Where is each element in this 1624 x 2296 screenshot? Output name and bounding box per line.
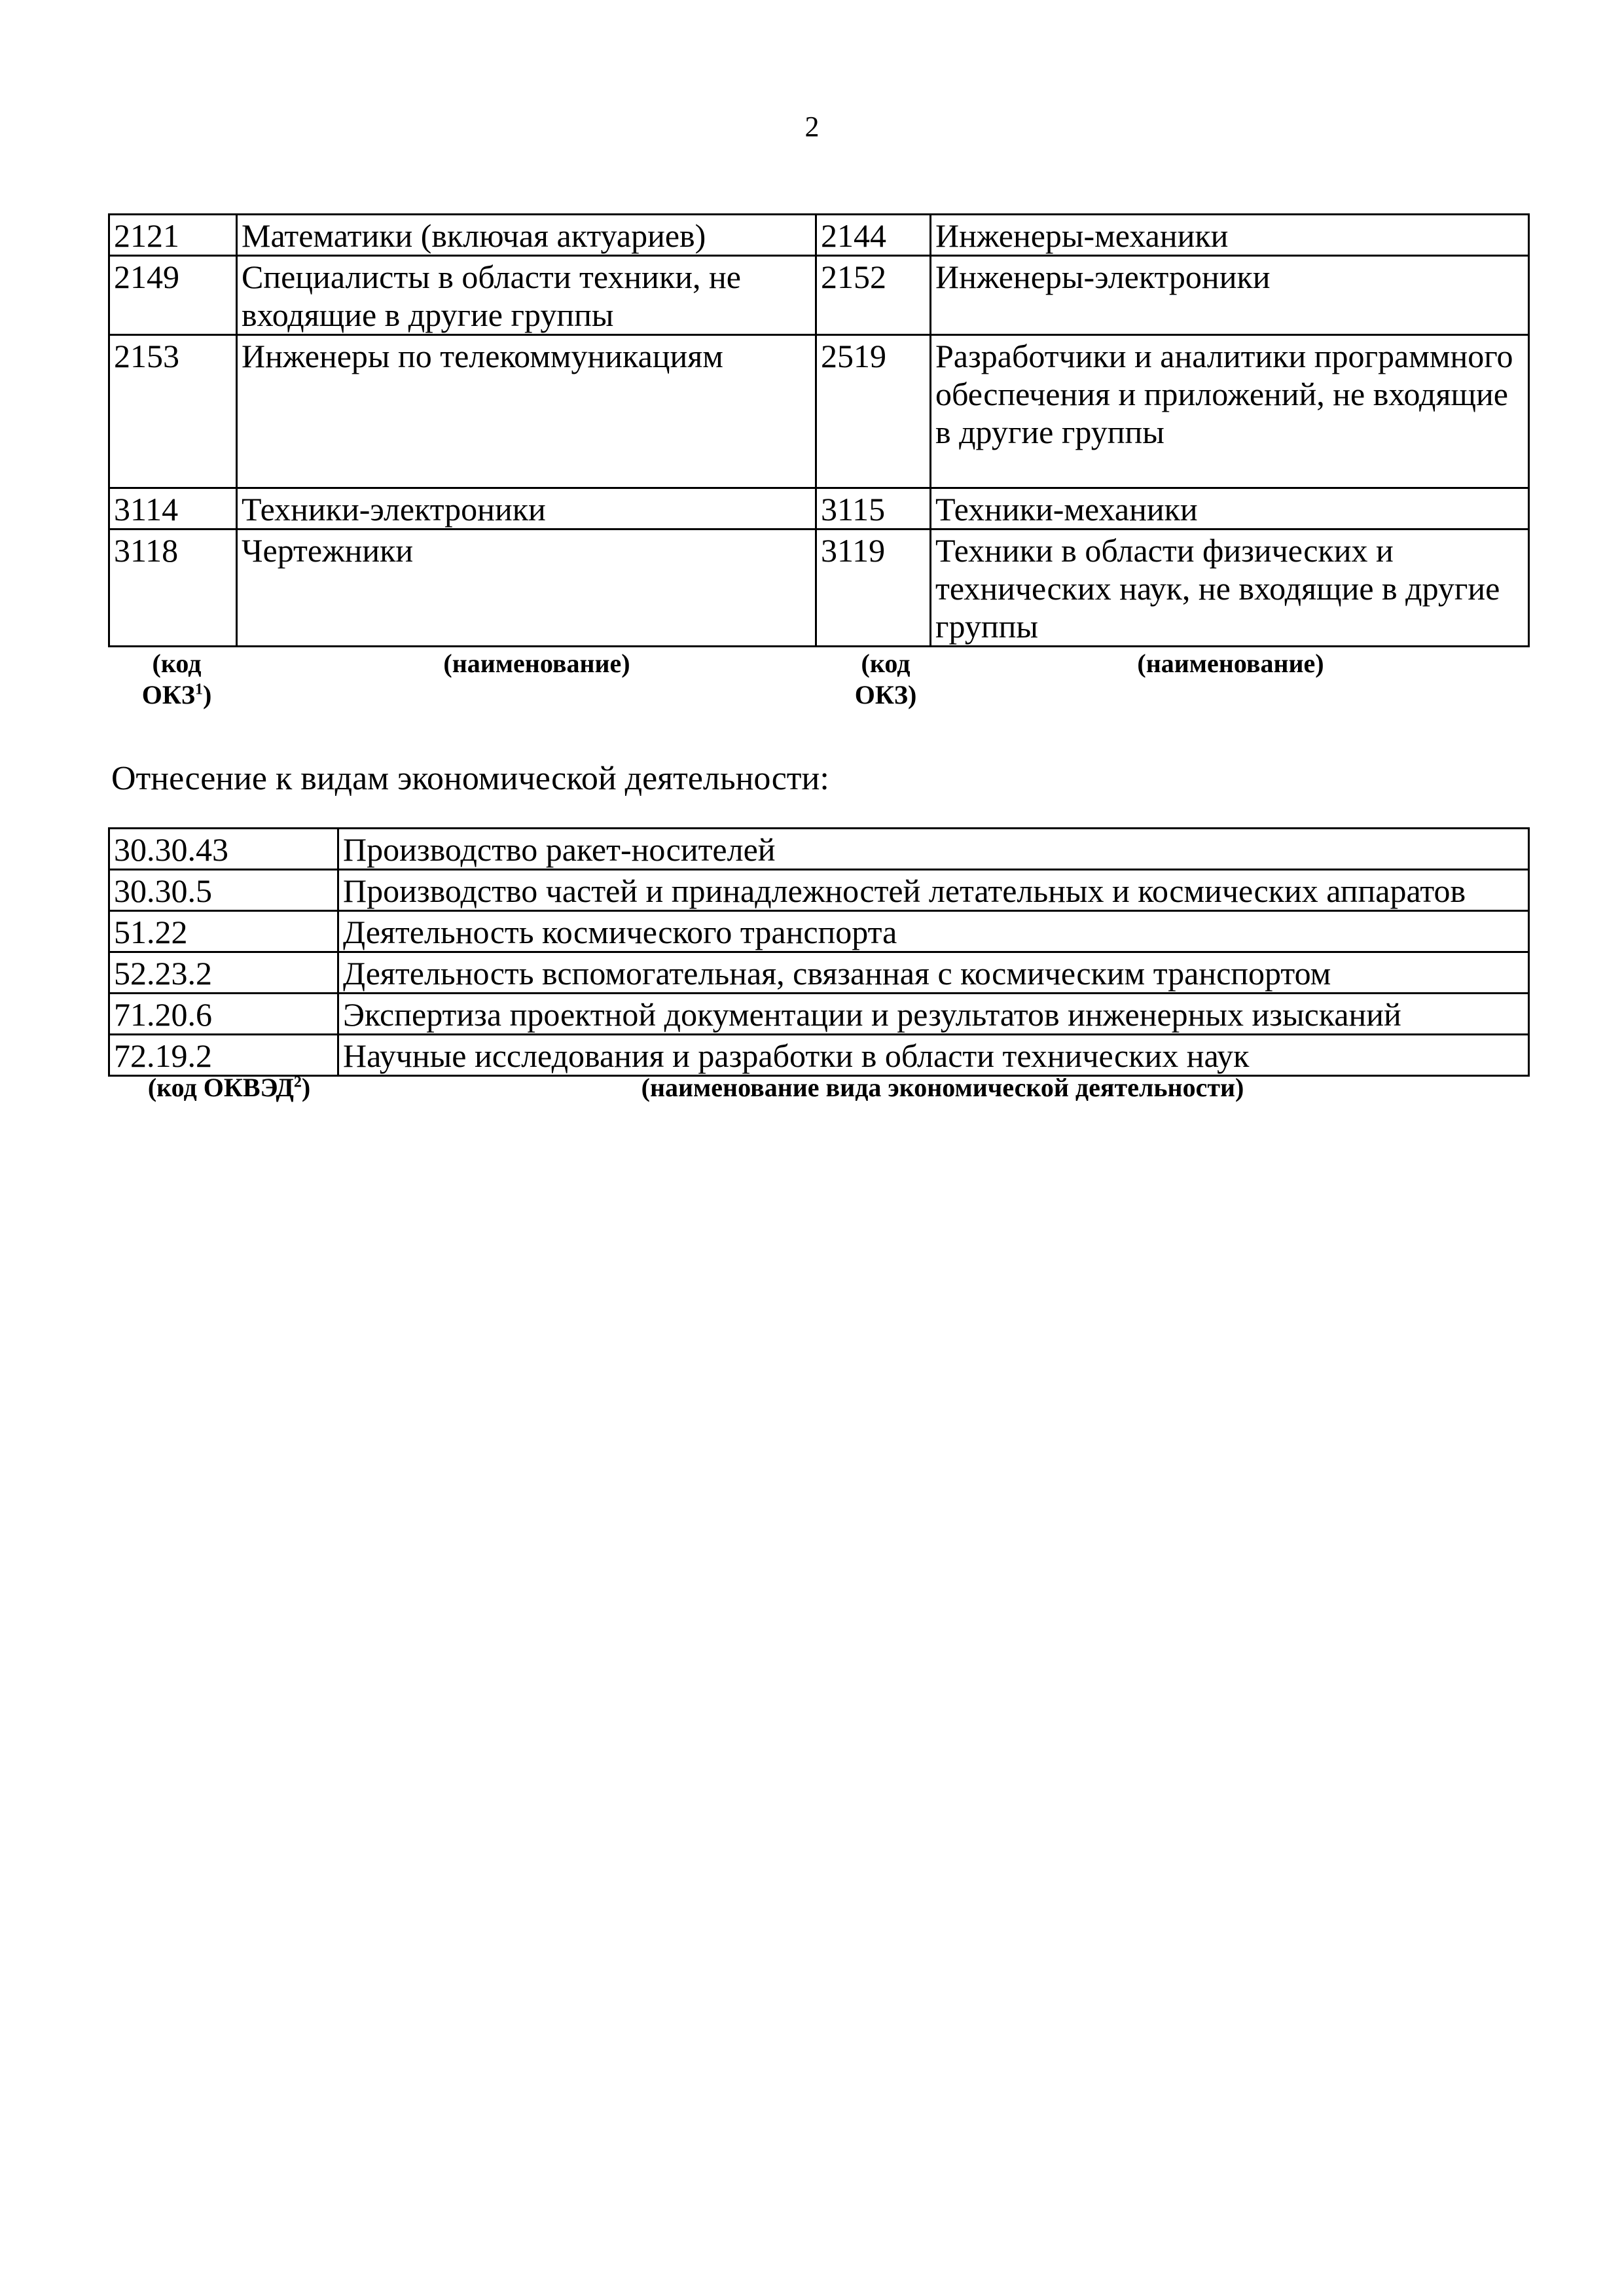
okved-activities-table (108, 827, 1530, 1077)
okved-code-cell: 52.23.2 (109, 952, 338, 994)
okved-code-cell: 71.20.6 (109, 994, 338, 1035)
table-row (109, 829, 1529, 870)
okz-code-cell: 3118 (109, 529, 237, 647)
table-row (109, 488, 1529, 529)
okz-name-cell: Инженеры-электроники (931, 256, 1529, 335)
table-row (109, 952, 1529, 994)
okz-name-cell: Техники-механики (931, 488, 1529, 529)
okz-code-cell: 2121 (109, 215, 237, 256)
okz-name-caption: (наименование) (443, 649, 630, 678)
okz-code-caption: (код ОКЗ$^1$) (141, 649, 212, 709)
okz-code-cell: 2519 (816, 335, 931, 488)
okved-code-caption: (код ОКВЭД$^2$) (147, 1073, 311, 1102)
okz-code-cell: 2144 (816, 215, 931, 256)
footnote-marker: 1 (194, 681, 203, 698)
okved-code-cell: 30.30.43 (109, 829, 338, 870)
okved-name-cell: Экспертиза проектной документации и результатов инженерных изысканий (338, 994, 1529, 1035)
okz-name-cell: Техники в области физических и технических наук, не входящие в другие группы (931, 529, 1529, 647)
okved-name-caption: (наименование вида экономической деятельности) (641, 1073, 1244, 1102)
okved-name-cell: Деятельность космического транспорта (338, 911, 1529, 952)
okved-name-cell: Научные исследования и разработки в области технических наук (338, 1035, 1529, 1076)
table-row (109, 335, 1529, 488)
okved-name-cell: Производство ракет-носителей (338, 829, 1529, 870)
okz-code-cell: 2149 (109, 256, 237, 335)
table-row (109, 256, 1529, 335)
okved-name-cell: Производство частей и принадлежностей летательных и космических аппаратов (338, 870, 1529, 911)
table-row (109, 870, 1529, 911)
okved-code-cell: 72.19.2 (109, 1035, 338, 1076)
okz-code-caption-2: (код ОКЗ) (854, 649, 917, 709)
okz-name-cell: Чертежники (237, 529, 816, 647)
okz-code-cell: 2152 (816, 256, 931, 335)
okz-name-cell: Инженеры-механики (931, 215, 1529, 256)
okved-name-cell: Деятельность вспомогательная, связанная с космическим транспортом (338, 952, 1529, 994)
okz-name-caption-2: (наименование) (1137, 649, 1324, 678)
okved-code-cell: 30.30.5 (109, 870, 338, 911)
page-number: 2 (804, 111, 820, 143)
table-row (109, 529, 1529, 647)
okz-name-cell: Математики (включая актуариев) (237, 215, 816, 256)
table-row (109, 911, 1529, 952)
table-row (109, 994, 1529, 1035)
table-row (109, 215, 1529, 256)
okz-code-cell: 3115 (816, 488, 931, 529)
okz-name-cell: Инженеры по телекоммуникациям (237, 335, 816, 488)
okz-name-cell: Специалисты в области техники, не входящие в другие группы (237, 256, 816, 335)
okz-occupations-table (108, 213, 1530, 647)
okz-code-cell: 3114 (109, 488, 237, 529)
okz-code-cell: 3119 (816, 529, 931, 647)
okved-heading: Отнесение к видам экономической деятельности: (111, 760, 829, 797)
table-row (109, 1035, 1529, 1076)
okz-code-cell: 2153 (109, 335, 237, 488)
okved-code-cell: 51.22 (109, 911, 338, 952)
okz-name-cell: Техники-электроники (237, 488, 816, 529)
okz-name-cell: Разработчики и аналитики программного обеспечения и приложений, не входящие в другие группы (931, 335, 1529, 488)
footnote-marker: 2 (293, 1073, 302, 1091)
